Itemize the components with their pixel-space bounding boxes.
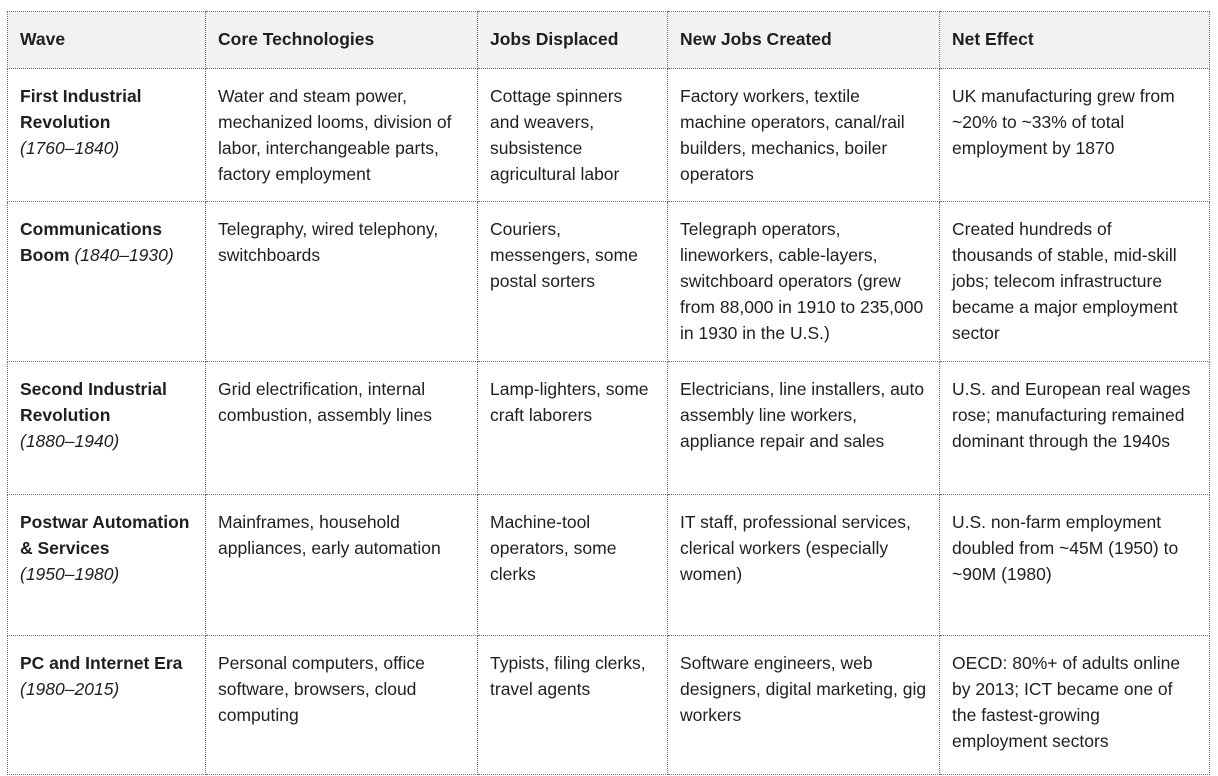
- table-row: [8, 202, 1210, 362]
- wave-dates: (1950–1980): [20, 564, 120, 584]
- wave-cell: [8, 362, 206, 495]
- wave-name: Postwar Automation & Services: [20, 512, 190, 558]
- net-effect-cell: U.S. and European real wages rose; manufacturing remained dominant through the 1940s: [940, 362, 1210, 495]
- wave-name: PC and Internet Era: [20, 653, 183, 673]
- column-header-wave: Wave: [8, 12, 206, 69]
- wave-name: First Industrial Revolution: [20, 86, 142, 132]
- wave-name: Communications Boom: [20, 219, 162, 265]
- table-row: [8, 69, 1210, 202]
- jobs-displaced-cell: Machine-tool operators, some clerks: [478, 495, 668, 636]
- net-effect-cell: U.S. non-farm employment doubled from ~45M (1950) to ~90M (1980): [940, 495, 1210, 636]
- wave-dates: (1840–1930): [74, 245, 174, 265]
- new-jobs-created-cell: IT staff, professional services, clerical workers (especially women): [668, 495, 940, 636]
- wave-dates: (1980–2015): [20, 679, 120, 699]
- core-technologies-cell: Grid electrification, internal combustion, assembly lines: [206, 362, 478, 495]
- jobs-displaced-cell: Cottage spinners and weavers, subsistence agricultural labor: [478, 69, 668, 202]
- new-jobs-created-cell: Electricians, line installers, auto assembly line workers, appliance repair and sales: [668, 362, 940, 495]
- core-technologies-cell: Personal computers, office software, browsers, cloud computing: [206, 636, 478, 775]
- technology-waves-table: [7, 11, 1210, 775]
- wave-cell: [8, 636, 206, 775]
- jobs-displaced-cell: Lamp-lighters, some craft laborers: [478, 362, 668, 495]
- column-header-core-technologies: Core Technologies: [206, 12, 478, 69]
- wave-name: Second Industrial Revolution: [20, 379, 167, 425]
- table-row: [8, 636, 1210, 775]
- jobs-displaced-cell: Couriers, messengers, some postal sorters: [478, 202, 668, 362]
- net-effect-cell: OECD: 80%+ of adults online by 2013; ICT became one of the fastest-growing employment sectors: [940, 636, 1210, 775]
- net-effect-cell: UK manufacturing grew from ~20% to ~33% of total employment by 1870: [940, 69, 1210, 202]
- column-header-net-effect: Net Effect: [940, 12, 1210, 69]
- wave-dates: (1760–1840): [20, 138, 120, 158]
- table-row: [8, 495, 1210, 636]
- wave-dates: (1880–1940): [20, 431, 120, 451]
- core-technologies-cell: Telegraphy, wired telephony, switchboards: [206, 202, 478, 362]
- new-jobs-created-cell: Factory workers, textile machine operators, canal/rail builders, mechanics, boiler operators: [668, 69, 940, 202]
- wave-cell: [8, 69, 206, 202]
- column-header-jobs-displaced: Jobs Displaced: [478, 12, 668, 69]
- jobs-displaced-cell: Typists, filing clerks, travel agents: [478, 636, 668, 775]
- wave-cell: [8, 202, 206, 362]
- net-effect-cell: Created hundreds of thousands of stable, mid-skill jobs; telecom infrastructure became a major employment sector: [940, 202, 1210, 362]
- column-header-new-jobs-created: New Jobs Created: [668, 12, 940, 69]
- table-row: [8, 362, 1210, 495]
- core-technologies-cell: Mainframes, household appliances, early automation: [206, 495, 478, 636]
- wave-cell: [8, 495, 206, 636]
- header-row: [8, 12, 1210, 69]
- new-jobs-created-cell: Software engineers, web designers, digital marketing, gig workers: [668, 636, 940, 775]
- new-jobs-created-cell: Telegraph operators, lineworkers, cable-layers, switchboard operators (grew from 88,000 in 1910 to 235,000 in 1930 in the U.S.): [668, 202, 940, 362]
- core-technologies-cell: Water and steam power, mechanized looms, division of labor, interchangeable parts, factory employment: [206, 69, 478, 202]
